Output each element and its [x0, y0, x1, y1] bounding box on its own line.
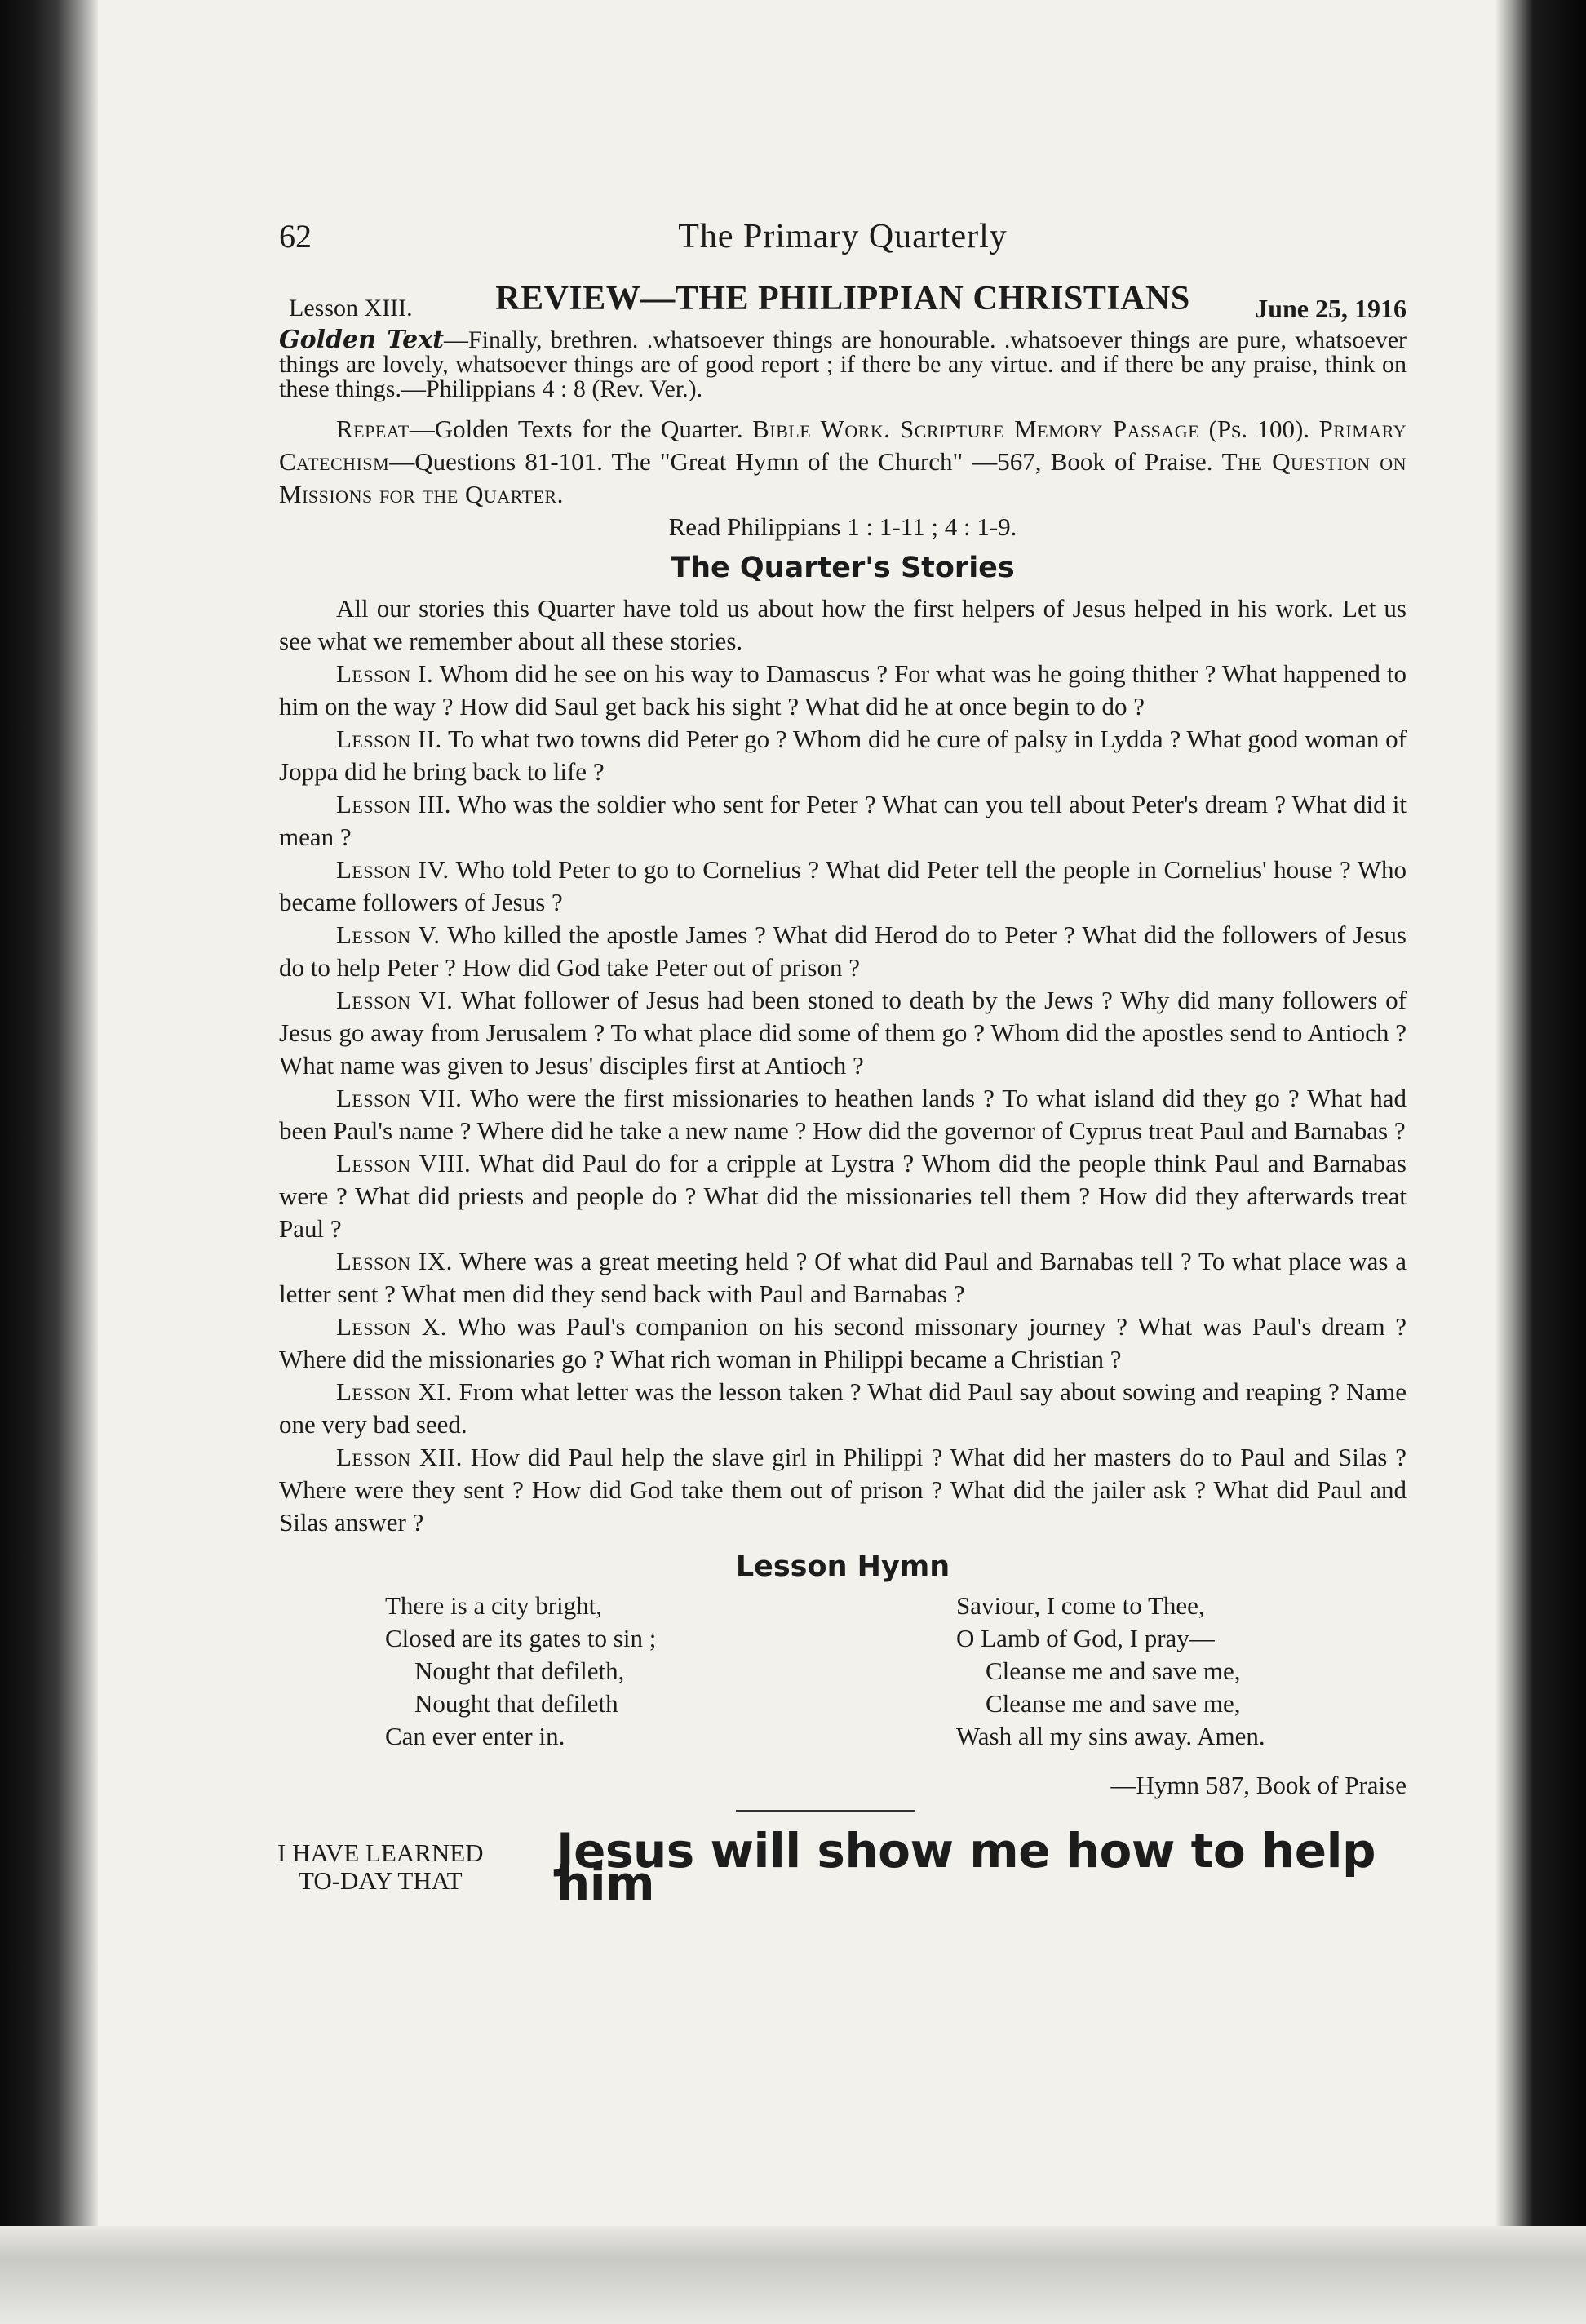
- hymn-line: Can ever enter in.: [385, 1722, 565, 1750]
- lesson-question-label: Lesson X.: [336, 1312, 447, 1341]
- lesson-question-item: [279, 854, 1407, 919]
- lesson-question-text: Who told Peter to go to Cornelius ? What did Peter tell the people in Cornelius' house ? Who became followers of Jesus ?: [279, 855, 1407, 916]
- lesson-question-text: How did Paul help the slave girl in Philippi ? What did her masters do to Paul and Silas ? Where were they sent ? How did God take them out of prison ? What did the jailer ask ? What did Paul and Silas answer ?: [279, 1443, 1407, 1537]
- hymn-line: Nought that defileth,: [414, 1657, 625, 1685]
- hymn-line: Cleanse me and save me,: [986, 1689, 1241, 1718]
- lesson-question-item: [279, 1147, 1407, 1245]
- learned-label: [277, 1839, 484, 1895]
- lesson-question-item: [279, 788, 1407, 854]
- scan-border-left: [0, 0, 98, 2324]
- divider-rule: [736, 1810, 915, 1812]
- repeat-text: —Golden Texts for the Quarter.: [409, 415, 743, 443]
- lesson-question-label: Lesson V.: [336, 920, 441, 949]
- lesson-number: Lesson XIII.: [289, 295, 413, 322]
- learned-label-line2: TO-DAY THAT: [298, 1866, 463, 1895]
- hymn-left-column: [385, 1590, 656, 1753]
- hymn-line: Saviour, I come to Thee,: [956, 1591, 1205, 1620]
- lesson-question-item: [279, 1245, 1407, 1311]
- lesson-heading: [279, 282, 1407, 328]
- catechism-text: —Questions 81-101. The "Great Hymn of the Church" —567, Book of Praise.: [389, 447, 1213, 476]
- scan-border-right: [1496, 0, 1586, 2324]
- catechism-label: Primary Catechism: [279, 415, 1407, 476]
- learned-label-line1: I HAVE LEARNED: [277, 1838, 484, 1867]
- lesson-hymn: [279, 1590, 1407, 1810]
- lesson-question-text: From what letter was the lesson taken ? What did Paul say about sowing and reaping ? Name one very bad seed.: [279, 1377, 1407, 1439]
- bible-work: Bible Work.: [752, 415, 891, 443]
- hymn-line: Wash all my sins away. Amen.: [956, 1722, 1265, 1750]
- hymn-line: Closed are its gates to sin ;: [385, 1624, 657, 1652]
- missions-question: The Question on Missions for the Quarter.: [279, 447, 1407, 508]
- running-title: The Primary Quarterly: [678, 218, 1008, 255]
- stories-heading: The Quarter's Stories: [671, 552, 1015, 584]
- lesson-question-label: Lesson XI.: [336, 1377, 453, 1406]
- hymn-line: There is a city bright,: [385, 1591, 602, 1620]
- lesson-question-item: [279, 1376, 1407, 1441]
- read-reference: Read Philippians 1 : 1-11 ; 4 : 1-9.: [668, 512, 1017, 541]
- page: [279, 204, 1407, 1924]
- lesson-question-label: Lesson VI.: [336, 986, 454, 1014]
- hymn-line: O Lamb of God, I pray—: [956, 1624, 1215, 1652]
- repeat-block: [279, 413, 1407, 511]
- lesson-question-label: Lesson VIII.: [336, 1149, 472, 1178]
- lesson-question-label: Lesson III.: [336, 790, 452, 818]
- learned-statement: Jesus will show me how to help him: [556, 1823, 1376, 1911]
- lesson-question-item: [279, 919, 1407, 984]
- lesson-question-text: Who killed the apostle James ? What did Herod do to Peter ? What did the followers of Jesus do to help Peter ? How did God take Peter out of prison ?: [279, 920, 1407, 982]
- lesson-question-item: [279, 1311, 1407, 1376]
- lesson-question-label: Lesson I.: [336, 659, 434, 688]
- lesson-question-text: What did Paul do for a cripple at Lystra ? Whom did the people think Paul and Barnabas were ? What did priests and people do ? What did the missionaries tell them ? How did they afterwards treat Paul ?: [279, 1149, 1407, 1243]
- lesson-question-item: [279, 984, 1407, 1082]
- lesson-questions-list: [279, 658, 1407, 1539]
- hymn-line: Nought that defileth: [414, 1689, 618, 1718]
- lesson-question-text: Whom did he see on his way to Damascus ? For what was he going thither ? What happened to him on the way ? How did Saul get back his sight ? What did he at once begin to do ?: [279, 659, 1407, 721]
- lesson-question-text: To what two towns did Peter go ? Whom did he cure of palsy in Lydda ? What good woman of Joppa did he bring back to life ?: [279, 725, 1407, 786]
- lesson-question-item: [279, 723, 1407, 788]
- golden-text: [279, 328, 1407, 401]
- hymn-right-column: [956, 1590, 1265, 1753]
- lesson-question-item: [279, 658, 1407, 723]
- stories-intro: All our stories this Quarter have told us about how the first helpers of Jesus helped in his work. Let us see what we remember about all these stories.: [279, 594, 1407, 655]
- lesson-question-label: Lesson II.: [336, 725, 442, 753]
- lesson-question-text: Who were the first missionaries to heathen lands ? To what island did they go ? What had been Paul's name ? Where did he take a new name ? How did the governor of Cyprus treat Paul and Barnabas ?: [279, 1084, 1407, 1145]
- hymn-heading: Lesson Hymn: [735, 1550, 950, 1583]
- lesson-question-text: Who was Paul's companion on his second missonary journey ? What was Paul's dream ? Where did the missionaries go ? What rich woman in Philippi became a Christian ?: [279, 1312, 1407, 1373]
- golden-text-label: Golden Text: [279, 326, 444, 354]
- lesson-question-label: Lesson XII.: [336, 1443, 463, 1471]
- hymn-attribution: —Hymn 587, Book of Praise: [1110, 1771, 1407, 1799]
- lesson-question-text: What follower of Jesus had been stoned to death by the Jews ? Why did many followers of Jesus go away from Jerusalem ? To what place did some of them go ? Whom did the apostles send to Antioch ? What name was given to Jesus' disciples first at Antioch ?: [279, 986, 1407, 1080]
- scan-border-bottom: [0, 2226, 1586, 2324]
- lesson-title: REVIEW—THE PHILIPPIAN CHRISTIANS: [495, 280, 1190, 317]
- lesson-question-item: [279, 1082, 1407, 1147]
- lesson-date: June 25, 1916: [1255, 294, 1407, 323]
- learned-today: [277, 1823, 1407, 1924]
- page-header: [279, 204, 1407, 261]
- lesson-question-label: Lesson IX.: [336, 1247, 453, 1275]
- hymn-line: Cleanse me and save me,: [986, 1657, 1241, 1685]
- golden-text-body: —Finally, brethren. .whatsoever things are honourable. .whatsoever things are pure, whatsoever things are lovely, whatsoever things are of good report ; if there be any virtue. and if there be any praise, think on these things.—Philippians 4 : 8 (Rev. Ver.).: [279, 326, 1407, 402]
- lesson-question-label: Lesson IV.: [336, 855, 450, 884]
- repeat-label: Repeat: [336, 415, 410, 443]
- lesson-question-item: [279, 1441, 1407, 1539]
- scripture-passage: Scripture Memory Passage: [900, 415, 1200, 443]
- psalm-ref: (Ps. 100).: [1208, 415, 1310, 443]
- lesson-question-text: Where was a great meeting held ? Of what did Paul and Barnabas tell ? To what place was a letter sent ? What men did they send back with Paul and Barnabas ?: [279, 1247, 1407, 1308]
- page-number: 62: [279, 218, 312, 255]
- lesson-question-label: Lesson VII.: [336, 1084, 463, 1112]
- lesson-question-text: Who was the soldier who sent for Peter ? What can you tell about Peter's dream ? What did it mean ?: [279, 790, 1407, 851]
